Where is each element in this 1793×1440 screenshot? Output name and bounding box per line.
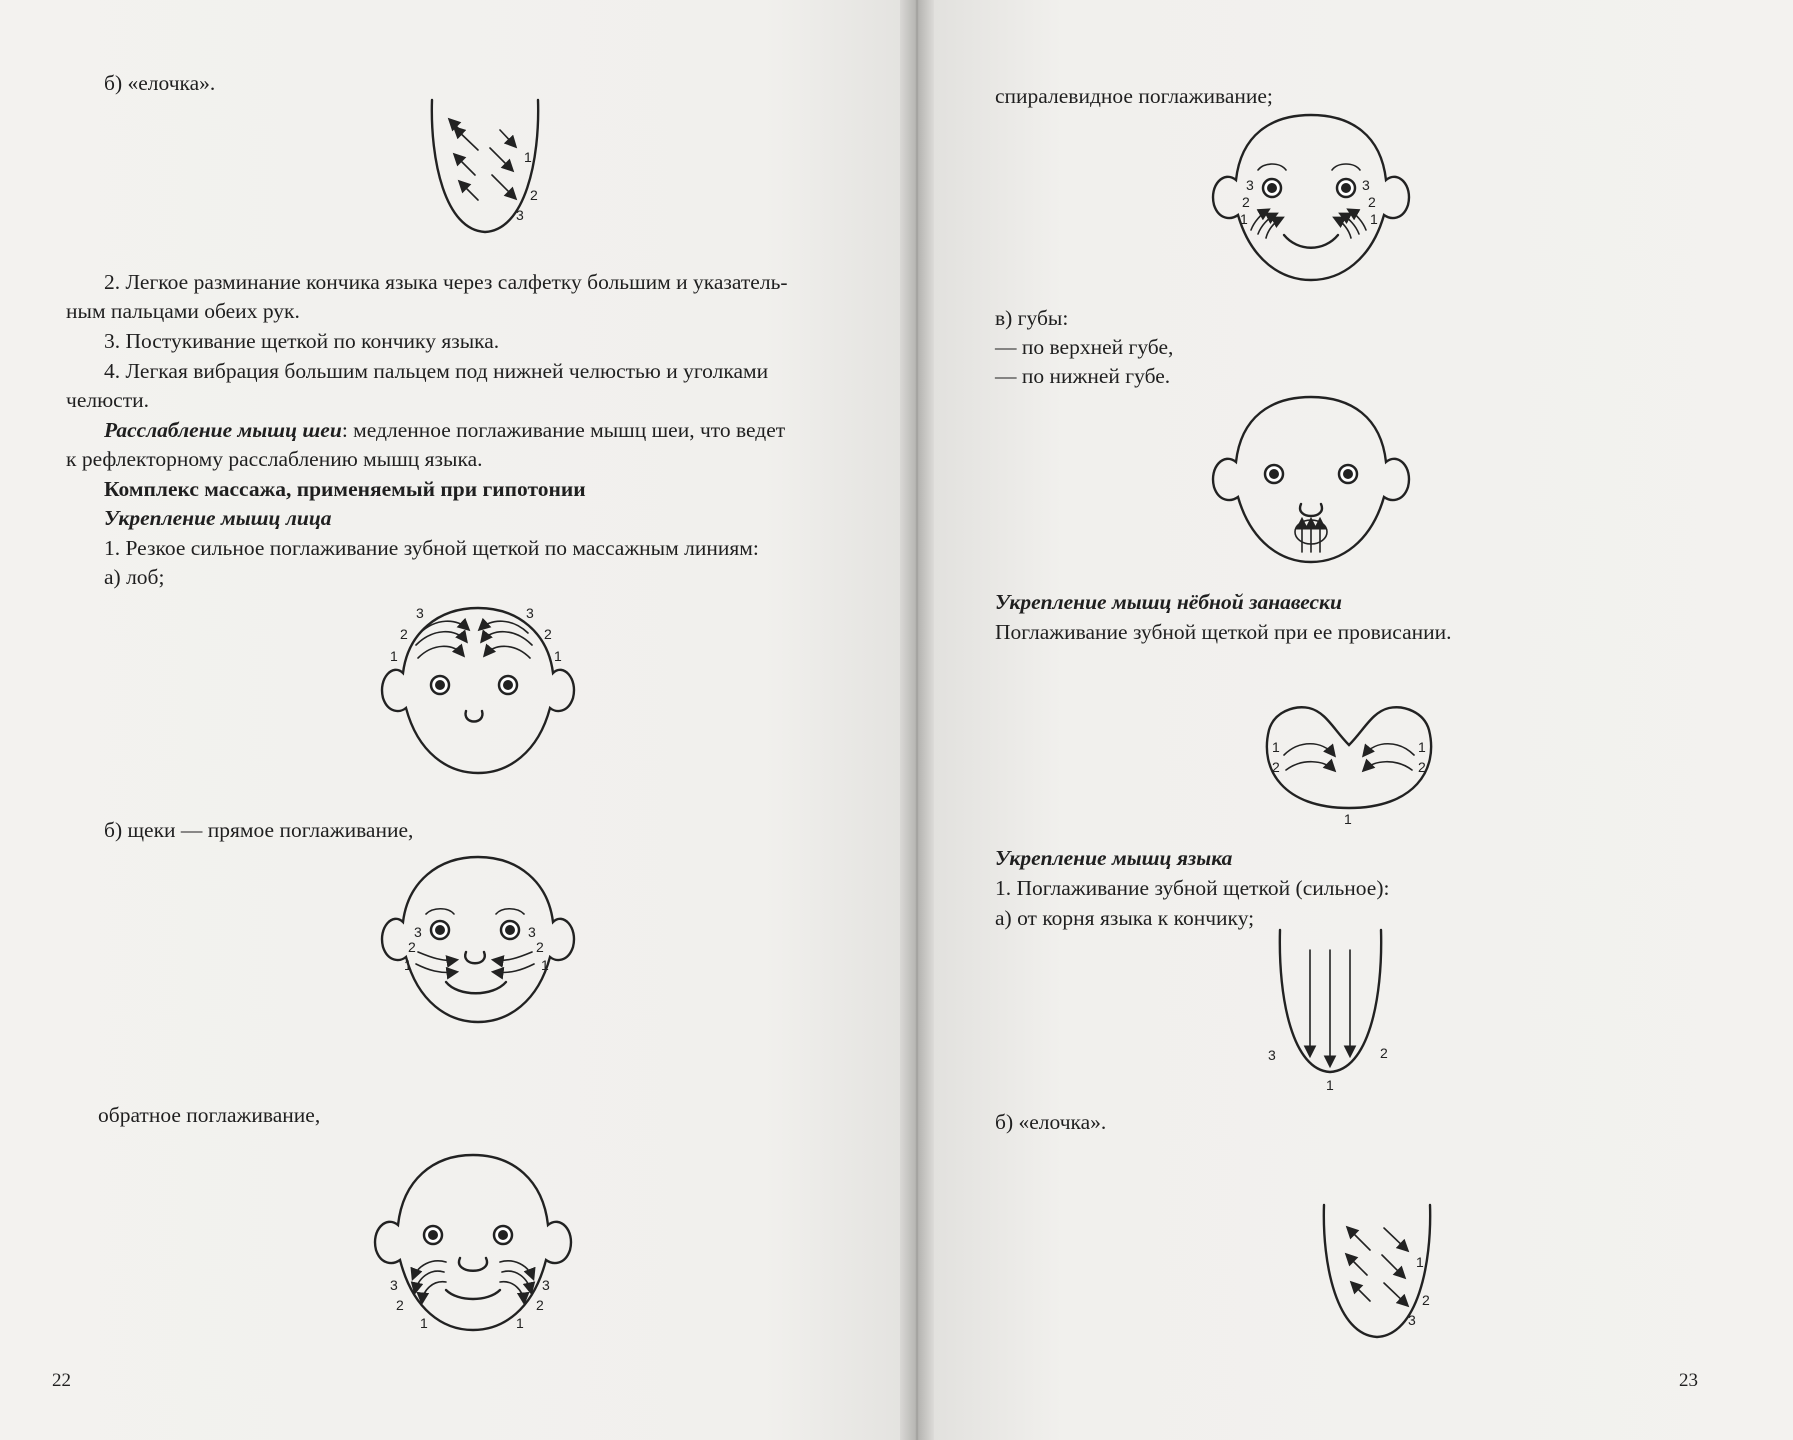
reverse-caption: обратное поглаживание, xyxy=(98,1103,321,1127)
label-3: 3 xyxy=(516,207,524,223)
label-2: 2 xyxy=(1368,194,1376,210)
relax-paragraph xyxy=(104,416,785,445)
label-3: 3 xyxy=(390,1277,398,1293)
lips-caption: в) губы: xyxy=(995,306,1069,330)
right-pupil xyxy=(505,925,515,935)
face-lips-figure xyxy=(1206,392,1416,572)
label-3: 3 xyxy=(526,605,534,621)
label-3: 3 xyxy=(414,924,422,940)
item1: 1. Резкое сильное поглаживание зубной щеткой по массажным линиям: xyxy=(104,536,759,560)
page-number-right: 23 xyxy=(1679,1370,1698,1391)
right-page xyxy=(934,0,1793,1440)
tongue-herringbone-figure xyxy=(420,100,560,245)
tongue-heading: Укрепление мышц языка xyxy=(995,846,1233,870)
item4-line2: челюсти. xyxy=(66,388,149,412)
mouth xyxy=(446,982,506,993)
arrow-mark xyxy=(1348,1228,1370,1250)
nose xyxy=(465,952,485,963)
left-brow xyxy=(426,909,454,914)
label-2: 2 xyxy=(1422,1292,1430,1308)
palate-outline xyxy=(1267,707,1431,808)
arrow-mark xyxy=(492,175,515,198)
arrow-mark xyxy=(1384,1283,1407,1305)
face-cheeks-direct-figure xyxy=(378,852,578,1032)
arrow-mark xyxy=(422,1282,446,1302)
label-1: 1 xyxy=(524,149,532,165)
soft-palate-figure xyxy=(1254,700,1444,825)
arrow-mark xyxy=(500,130,515,146)
label-1: 1 xyxy=(1272,739,1280,755)
label-2: 2 xyxy=(536,939,544,955)
label-1: 1 xyxy=(1370,211,1378,227)
arrow-mark xyxy=(482,632,532,645)
right-pupil xyxy=(1343,469,1353,479)
label-1: 1 xyxy=(420,1315,428,1331)
label-2: 2 xyxy=(408,939,416,955)
arrow-mark xyxy=(416,632,466,645)
arrow-mark xyxy=(490,148,512,170)
forehead-caption: а) лоб; xyxy=(104,565,165,589)
right-brow xyxy=(1332,164,1360,170)
arrow-mark xyxy=(1251,210,1268,230)
mouth xyxy=(1284,235,1338,248)
arrow-mark xyxy=(1347,1255,1367,1275)
root-to-tip-caption: а) от корня языка к кончику; xyxy=(995,906,1255,930)
arrow-mark xyxy=(1349,210,1366,230)
book-gutter xyxy=(900,0,934,1440)
label-2: 2 xyxy=(1380,1045,1388,1061)
arrow-mark xyxy=(460,182,478,200)
label-1: 1 xyxy=(1240,211,1248,227)
label-3: 3 xyxy=(542,1277,550,1293)
left-pupil xyxy=(428,1230,438,1240)
arrow-mark xyxy=(1364,762,1412,770)
elochka-caption: б) «елочка». xyxy=(104,71,216,95)
face-cheeks-reverse-figure xyxy=(368,1150,578,1340)
arrow-mark xyxy=(416,964,456,973)
face-forehead-figure xyxy=(378,603,578,783)
arrow-mark xyxy=(1352,1283,1370,1301)
arrow-mark xyxy=(455,128,478,150)
label-1: 1 xyxy=(554,648,562,664)
mouth xyxy=(446,1290,500,1299)
page-number-left: 22 xyxy=(52,1370,71,1391)
label-1: 1 xyxy=(1326,1077,1334,1093)
complex-heading: Комплекс массажа, применяемый при гипотонии xyxy=(104,477,586,501)
arrow-mark xyxy=(455,155,475,175)
label-1: 1 xyxy=(516,1315,524,1331)
left-pupil xyxy=(1269,469,1279,479)
tongue-item1: 1. Поглаживание зубной щеткой (сильное): xyxy=(995,876,1390,900)
tongue-herringbone-figure-right xyxy=(1312,1205,1452,1350)
arrow-mark xyxy=(413,1261,446,1278)
label-1: 1 xyxy=(404,957,412,973)
item4-line1: 4. Легкая вибрация большим пальцем под нижней челюстью и уголками xyxy=(104,359,769,383)
label-1: 1 xyxy=(1416,1254,1424,1270)
right-pupil xyxy=(498,1230,508,1240)
arrow-mark xyxy=(1364,744,1414,755)
label-2: 2 xyxy=(530,187,538,203)
arrow-mark xyxy=(494,964,534,973)
label-2: 2 xyxy=(1272,759,1280,775)
relax-title: Расслабление мышц шеи xyxy=(104,418,342,442)
label-1: 1 xyxy=(1418,739,1426,755)
arrow-mark xyxy=(494,952,532,960)
right-pupil xyxy=(1341,183,1351,193)
item3: 3. Постукивание щеткой по кончику языка. xyxy=(104,329,500,353)
elochka-caption-right: б) «елочка». xyxy=(995,1110,1107,1134)
label-2: 2 xyxy=(1418,759,1426,775)
relax-line2: к рефлекторному расслаблению мышц языка. xyxy=(66,447,483,471)
right-pupil xyxy=(503,680,513,690)
label-3: 3 xyxy=(1408,1312,1416,1328)
label-2: 2 xyxy=(396,1297,404,1313)
left-brow xyxy=(1258,164,1286,170)
item2-line1: 2. Легкое разминание кончика языка через салфетку большим и указатель- xyxy=(104,270,788,294)
label-3: 3 xyxy=(1246,177,1254,193)
label-1: 1 xyxy=(1344,811,1352,827)
palate-text: Поглаживание зубной щеткой при ее провисании. xyxy=(995,620,1452,644)
nose xyxy=(466,711,483,722)
arrow-mark xyxy=(500,1261,533,1278)
nose xyxy=(1300,504,1322,516)
nose xyxy=(459,1258,487,1271)
item2-line2: ным пальцами обеих рук. xyxy=(66,299,300,323)
label-3: 3 xyxy=(416,605,424,621)
left-pupil xyxy=(435,925,445,935)
arrow-mark xyxy=(1382,1255,1404,1277)
label-2: 2 xyxy=(1242,194,1250,210)
face-heading: Укрепление мышц лица xyxy=(104,506,332,530)
palate-heading: Укрепление мышц нёбной занавески xyxy=(995,590,1342,614)
left-pupil xyxy=(435,680,445,690)
label-1: 1 xyxy=(541,957,549,973)
label-3: 3 xyxy=(1268,1047,1276,1063)
arrow-mark xyxy=(500,1282,524,1302)
label-1: 1 xyxy=(390,648,398,664)
spiral-caption: спиралевидное поглаживание; xyxy=(995,84,1273,108)
face-spiral-figure xyxy=(1206,110,1416,290)
label-2: 2 xyxy=(544,626,552,642)
arrow-mark xyxy=(1284,744,1334,755)
left-pupil xyxy=(1267,183,1277,193)
upper-lip-caption: — по верхней губе, xyxy=(995,335,1174,359)
right-brow xyxy=(496,909,524,914)
label-2: 2 xyxy=(400,626,408,642)
lower-lip-caption: — по нижней губе. xyxy=(995,364,1171,388)
relax-text: : медленное поглаживание мышц шеи, что ведет xyxy=(341,418,786,442)
arrow-mark xyxy=(1266,218,1282,238)
arrow-mark xyxy=(1384,1228,1407,1250)
tongue-root-to-tip-figure xyxy=(1268,930,1398,1095)
arrow-mark xyxy=(418,952,456,960)
label-2: 2 xyxy=(536,1297,544,1313)
arrow-mark xyxy=(485,646,530,658)
label-3: 3 xyxy=(528,924,536,940)
label-3: 3 xyxy=(1362,177,1370,193)
arrow-mark xyxy=(418,646,463,658)
cheeks-caption: б) щеки — прямое поглаживание, xyxy=(104,818,414,842)
arrow-mark xyxy=(1286,762,1334,770)
